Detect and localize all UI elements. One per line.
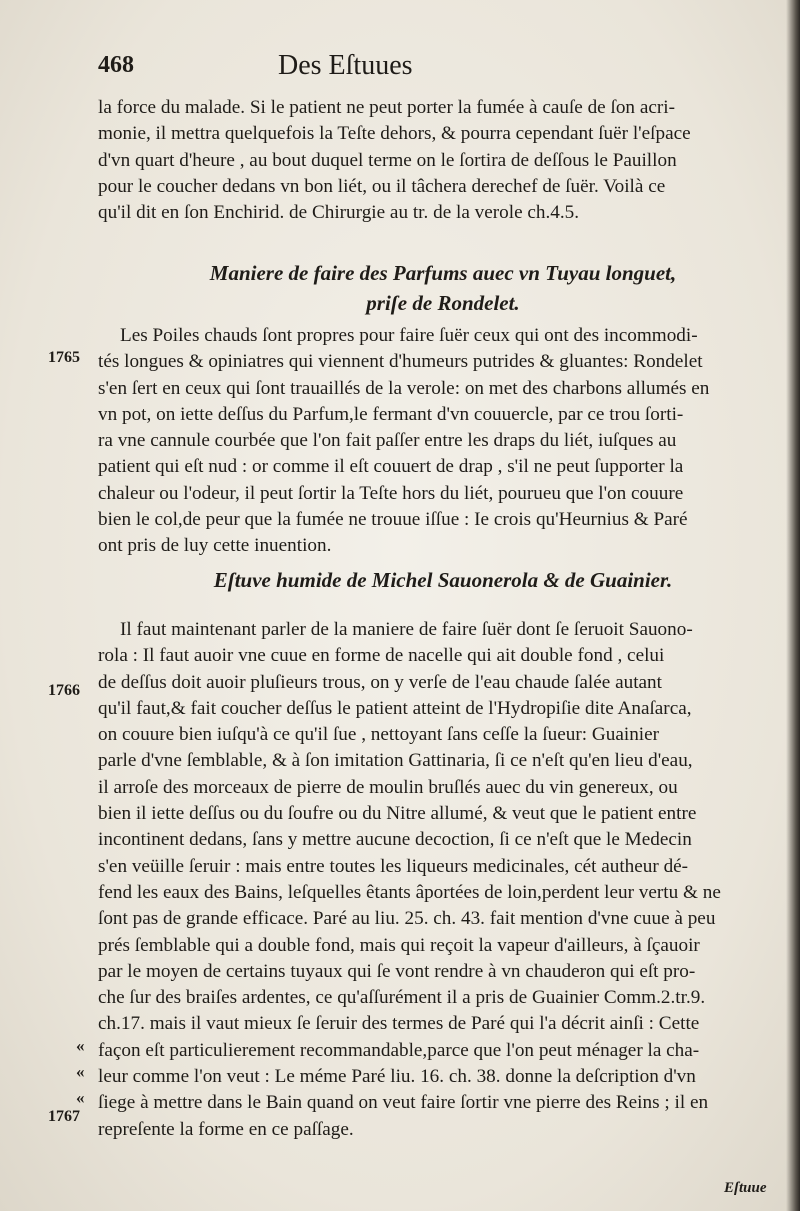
text-line: de deſſus doit auoir pluſieurs trous, on y verſe de l'eau chaude ſalée autant xyxy=(98,671,662,693)
margin-note: 1767 xyxy=(48,1108,80,1125)
text-line: fend les eaux des Bains, leſquelles êtants âportées de loin,perdent leur vertu & ne xyxy=(98,881,721,903)
text-line: qu'il faut,& fait coucher deſſus le patient atteint de l'Hydropiſie dite Anaſarca, xyxy=(98,697,692,719)
text-line: ra vne cannule courbée que l'on fait paſſer entre les draps du liét, iuſques au xyxy=(98,430,677,452)
margin-note: 1766 xyxy=(48,682,80,699)
text-line: leur comme l'on veut : Le méme Paré liu. 16. ch. 38. donne la deſcription d'vn xyxy=(98,1066,696,1088)
text-line: on couure bien iuſqu'à ce qu'il ſue , nettoyant ſans ceſſe la ſueur: Guainier xyxy=(98,724,660,746)
text-line: pour le coucher dedans vn bon liét, ou il tâchera derechef de ſuër. Voilà ce xyxy=(98,175,666,197)
margin-note: 1765 xyxy=(48,349,80,366)
text-line: bien il iette deſſus ou du ſoufre ou du Nitre allumé, & veut que le patient entre xyxy=(98,803,697,825)
page-number: 468 xyxy=(98,52,134,78)
text-line: incontinent dedans, ſans y mettre aucune decoction, ſi ce n'eſt que le Medecin xyxy=(98,829,692,851)
quote-mark: « xyxy=(76,1062,85,1081)
section-title-2: Eſtuve humide de Michel Sauonerola & de Guainier. xyxy=(213,568,673,592)
text-line: rola : Il faut auoir vne cuue en forme de nacelle qui ait double fond , celui xyxy=(98,645,665,667)
text-line: tés longues & opiniatres qui viennent d'humeurs putrides & gluantes: Rondelet xyxy=(98,351,703,373)
text-line: la force du malade. Si le patient ne peut porter la fumée à cauſe de ſon acri- xyxy=(98,97,675,118)
text-line: s'en ſert en ceux qui ſont trauaillés de la verole: on met des charbons allumés en xyxy=(98,377,710,399)
page-edge-shadow xyxy=(786,0,800,1211)
text-line: d'vn quart d'heure , au bout duquel terme on le ſortira de deſſous le Pauillon xyxy=(98,149,677,171)
text-line: Il faut maintenant parler de la maniere de faire ſuër dont ſe ſeruoit Sauono- xyxy=(120,619,693,640)
text-line: façon eſt particulierement recommandable,parce que l'on peut ménager la cha- xyxy=(98,1039,700,1061)
text-line: ont pris de luy cette inuention. xyxy=(98,535,332,557)
text-line: ch.17. mais il vaut mieux ſe ſeruir des termes de Paré qui l'a décrit ainſi : Cette xyxy=(98,1013,700,1035)
paragraph-3 xyxy=(98,617,788,1143)
text-line: par le moyen de certains tuyaux qui ſe vont rendre à vn chauderon qui eſt pro- xyxy=(98,960,696,982)
paragraph-1 xyxy=(98,95,788,226)
text-line: ſont pas de grande efficace. Paré au liu. 25. ch. 43. fait mention d'vne cuue à peu xyxy=(98,908,716,930)
text-line: repreſente la forme en ce paſſage. xyxy=(98,1118,354,1140)
text-line: s'en veüille ſeruir : mais entre toutes les liqueurs medicinales, cét autheur dé- xyxy=(98,855,689,877)
text-line: patient qui eſt nud : or comme il eſt couuert de drap , s'il ne peut ſupporter la xyxy=(98,456,684,478)
title-line: Maniere de faire des Parfums auec vn Tuyau longuet, xyxy=(209,261,677,285)
text-line: chaleur ou l'odeur, il peut ſortir la Teſte hors du liét, pourueu que l'on couure xyxy=(98,482,684,504)
text-line: prés ſemblable qui a double fond, mais qui reçoit la vapeur d'ailleurs, à ſçauoir xyxy=(98,934,700,956)
text-line: che ſur des braiſes ardentes, ce qu'aſſurément il a pris de Guainier Comm.2.tr.9. xyxy=(98,987,706,1009)
section-title-1 xyxy=(98,258,788,318)
quote-mark: « xyxy=(76,1088,85,1107)
text-line: ſiege à mettre dans le Bain quand on veut faire ſortir vne pierre des Reins ; il en xyxy=(98,1092,709,1114)
text-line: vn pot, on iette deſſus du Parfum,le fermant d'vn couuercle, par ce trou ſorti- xyxy=(98,403,684,425)
text-line: monie, il mettra quelquefois la Teſte dehors, & pourra cependant ſuër l'eſpace xyxy=(98,123,691,145)
text-line: bien le col,de peur que la fumée ne trouue iſſue : Ie crois qu'Heurnius & Paré xyxy=(98,509,688,531)
quote-mark: « xyxy=(76,1036,85,1055)
text-line: parle d'vne ſemblable, & à ſon imitation Gattinaria, ſi ce n'eſt qu'en lieu d'eau, xyxy=(98,750,693,772)
paragraph-2 xyxy=(98,323,788,560)
text-line: il arroſe des morceaux de pierre de moulin bruſlés auec du vin genereux, ou xyxy=(98,776,678,798)
running-head: Des Eſtuues xyxy=(278,50,413,81)
page-header xyxy=(98,50,698,90)
catchword: Eſtuue xyxy=(724,1180,767,1196)
title-line: priſe de Rondelet. xyxy=(366,291,520,315)
text-line: qu'il dit en ſon Enchirid. de Chirurgie au tr. de la verole ch.4.5. xyxy=(98,202,580,224)
text-line: Les Poiles chauds ſont propres pour faire ſuër ceux qui ont des incommodi- xyxy=(120,325,698,346)
